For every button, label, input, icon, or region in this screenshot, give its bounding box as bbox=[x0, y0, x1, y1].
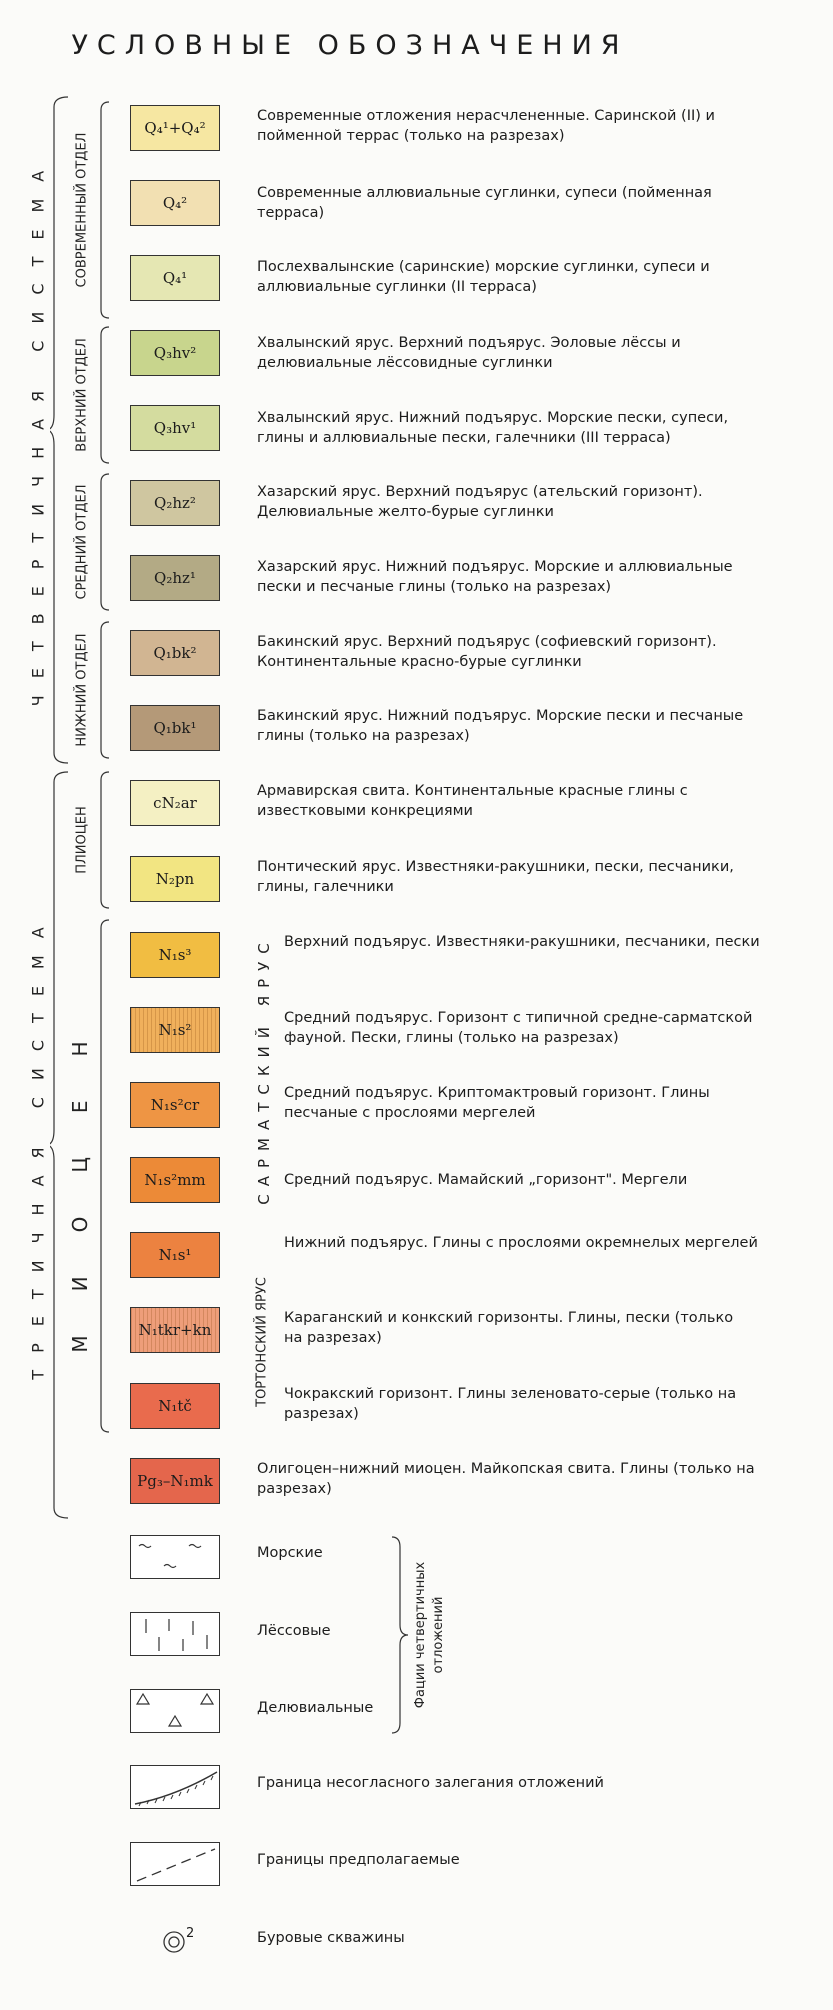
unit-desc-pg3n1mk: Олигоцен–нижний миоцен. Майкопская свита. Глины (только на разрезах) bbox=[257, 1461, 755, 1497]
unit-box-q2hz1: Q₂hz¹ bbox=[130, 555, 220, 601]
unit-desc-q3hv1: Хвалынский ярус. Нижний подъярус. Морские пески, супеси, глины и аллювиальные пески, галечники (III терраса) bbox=[257, 410, 729, 446]
unit-desc-n2pn: Понтический ярус. Известняки-ракушники, пески, песчаники, глины, галечники bbox=[257, 859, 734, 895]
unit-desc-q1bk1: Бакинский ярус. Нижний подъярус. Морские пески и песчаные глины (только на разрезах) bbox=[257, 708, 744, 744]
marine-facies-symbol bbox=[130, 1535, 220, 1579]
unit-desc-n1s2: Средний подъярус. Горизонт с типичной средне-сарматской фауной. Пески, глины (только на разрезах) bbox=[284, 1010, 753, 1046]
pliocene-brace bbox=[95, 770, 113, 910]
unit-box-n1s2mm: N₁s²mm bbox=[130, 1157, 220, 1203]
miocene-label: МИОЦЕН bbox=[68, 997, 92, 1353]
unit-box-n1tkrkn: N₁tkr+kn bbox=[130, 1307, 220, 1353]
unit-desc-q3hv2: Хвалынский ярус. Верхний подъярус. Эоловые лёссы и делювиальные лёссовидные суглинки bbox=[257, 335, 681, 371]
unit-desc-q2hz1: Хазарский ярус. Нижний подъярус. Морские и аллювиальные пески и песчаные глины (только на разрезах) bbox=[257, 559, 733, 595]
facies-brace bbox=[390, 1535, 410, 1735]
unit-box-n1s2cr: N₁s²cr bbox=[130, 1082, 220, 1128]
page-title: УСЛОВНЫЕ ОБОЗНАЧЕНИЯ bbox=[71, 30, 629, 61]
assumed-boundary-label: Границы предполагаемые bbox=[257, 1852, 460, 1868]
unit-desc-n1tc: Чокракский горизонт. Глины зеленовато-серые (только на разрезах) bbox=[284, 1386, 737, 1422]
unit-box-q1bk1: Q₁bk¹ bbox=[130, 705, 220, 751]
marine-wave-icon bbox=[131, 1536, 221, 1580]
loess-lines-icon bbox=[131, 1613, 221, 1657]
triangle-icon bbox=[131, 1690, 221, 1734]
modern-division-label: СОВРЕМЕННЫЙ ОТДЕЛ bbox=[74, 132, 90, 288]
unit-desc-n1s3: Верхний подъярус. Известняки-ракушники, песчаники, пески bbox=[284, 934, 760, 950]
modern-division-brace bbox=[95, 100, 113, 320]
unit-desc-q1bk2: Бакинский ярус. Верхний подъярус (софиевский горизонт). Континентальные красно-бурые суглинки bbox=[257, 634, 717, 670]
unit-box-q2hz2: Q₂hz² bbox=[130, 480, 220, 526]
unconformity-line-icon bbox=[131, 1766, 221, 1810]
borehole-number: 2 bbox=[186, 1926, 195, 1941]
unit-box-n2pn: N₂pn bbox=[130, 856, 220, 902]
unit-box-cn2ar: cN₂ar bbox=[130, 780, 220, 826]
tertiary-brace bbox=[50, 770, 70, 1520]
unconformity-label: Граница несогласного залегания отложений bbox=[257, 1775, 604, 1791]
unit-box-q4-all: Q₄¹+Q₄² bbox=[130, 105, 220, 151]
unit-desc-n1tkrkn: Караганский и конкский горизонты. Глины, пески (только на разрезах) bbox=[284, 1310, 734, 1346]
deluvial-facies-symbol bbox=[130, 1689, 220, 1733]
unit-box-n1s3: N₁s³ bbox=[130, 932, 220, 978]
loess-facies-symbol bbox=[130, 1612, 220, 1656]
unit-desc-q4-2: Современные аллювиальные суглинки, супеси (пойменная терраса) bbox=[257, 185, 712, 221]
unconformity-symbol bbox=[130, 1765, 220, 1809]
unit-box-q3hv1: Q₃hv¹ bbox=[130, 405, 220, 451]
unit-desc-q4-1: Послехвалынские (саринские) морские суглинки, супеси и аллювиальные суглинки (II терраса) bbox=[257, 259, 710, 295]
unit-desc-cn2ar: Армавирская свита. Континентальные красные глины с известковыми конкрециями bbox=[257, 783, 688, 819]
upper-division-brace bbox=[95, 325, 113, 465]
unit-box-q4-1: Q₄¹ bbox=[130, 255, 220, 301]
marine-facies-label: Морские bbox=[257, 1545, 323, 1561]
middle-division-brace bbox=[95, 472, 113, 612]
miocene-brace bbox=[95, 918, 113, 1434]
lower-division-brace bbox=[95, 620, 113, 760]
unit-desc-n1s1: Нижний подъярус. Глины с прослоями окремнелых мергелей bbox=[284, 1235, 758, 1251]
unit-box-n1s2: N₁s² bbox=[130, 1007, 220, 1053]
tertiary-system-label: ТРЕТИЧНАЯ СИСТЕМА bbox=[28, 910, 48, 1380]
assumed-boundary-symbol bbox=[130, 1842, 220, 1886]
middle-division-label: СРЕДНИЙ ОТДЕЛ bbox=[74, 484, 90, 600]
quaternary-brace bbox=[50, 95, 70, 765]
unit-box-n1s1: N₁s¹ bbox=[130, 1232, 220, 1278]
unit-desc-q4-all: Современные отложения нерасчлененные. Саринской (II) и пойменной террас (только на разрезах) bbox=[257, 108, 715, 144]
boreholes-label: Буровые скважины bbox=[257, 1930, 405, 1946]
loess-facies-label: Лёссовые bbox=[257, 1623, 331, 1639]
quaternary-system-label: ЧЕТВЕРТИЧНАЯ СИСТЕМА bbox=[28, 153, 48, 707]
lower-division-label: НИЖНИЙ ОТДЕЛ bbox=[74, 633, 90, 747]
upper-division-label: ВЕРХНИЙ ОТДЕЛ bbox=[74, 338, 90, 452]
pliocene-label: ПЛИОЦЕН bbox=[74, 806, 90, 874]
sarmatian-stage-label: САРМАТСКИЙ ЯРУС bbox=[255, 935, 273, 1205]
unit-box-pg3n1mk: Pg₃–N₁mk bbox=[130, 1458, 220, 1504]
dashed-line-icon bbox=[131, 1843, 221, 1887]
tortonian-stage-label: ТОРТОНСКИЙ ЯРУС bbox=[254, 1277, 270, 1407]
unit-desc-q2hz2: Хазарский ярус. Верхний подъярус (ательский горизонт). Делювиальные желто-бурые суглинки bbox=[257, 484, 703, 520]
unit-box-q4-2: Q₄² bbox=[130, 180, 220, 226]
unit-desc-n1s2cr: Средний подъярус. Криптомактровый горизонт. Глины песчаные с прослоями мергелей bbox=[284, 1085, 710, 1121]
unit-box-q3hv2: Q₃hv² bbox=[130, 330, 220, 376]
unit-desc-n1s2mm: Средний подъярус. Мамайский „горизонт". Мергели bbox=[284, 1172, 688, 1188]
deluvial-facies-label: Делювиальные bbox=[257, 1700, 374, 1716]
unit-box-q1bk2: Q₁bk² bbox=[130, 630, 220, 676]
facies-group-label: Фации четвертичных отложений bbox=[413, 1561, 446, 1709]
unit-box-n1tc: N₁tč bbox=[130, 1383, 220, 1429]
